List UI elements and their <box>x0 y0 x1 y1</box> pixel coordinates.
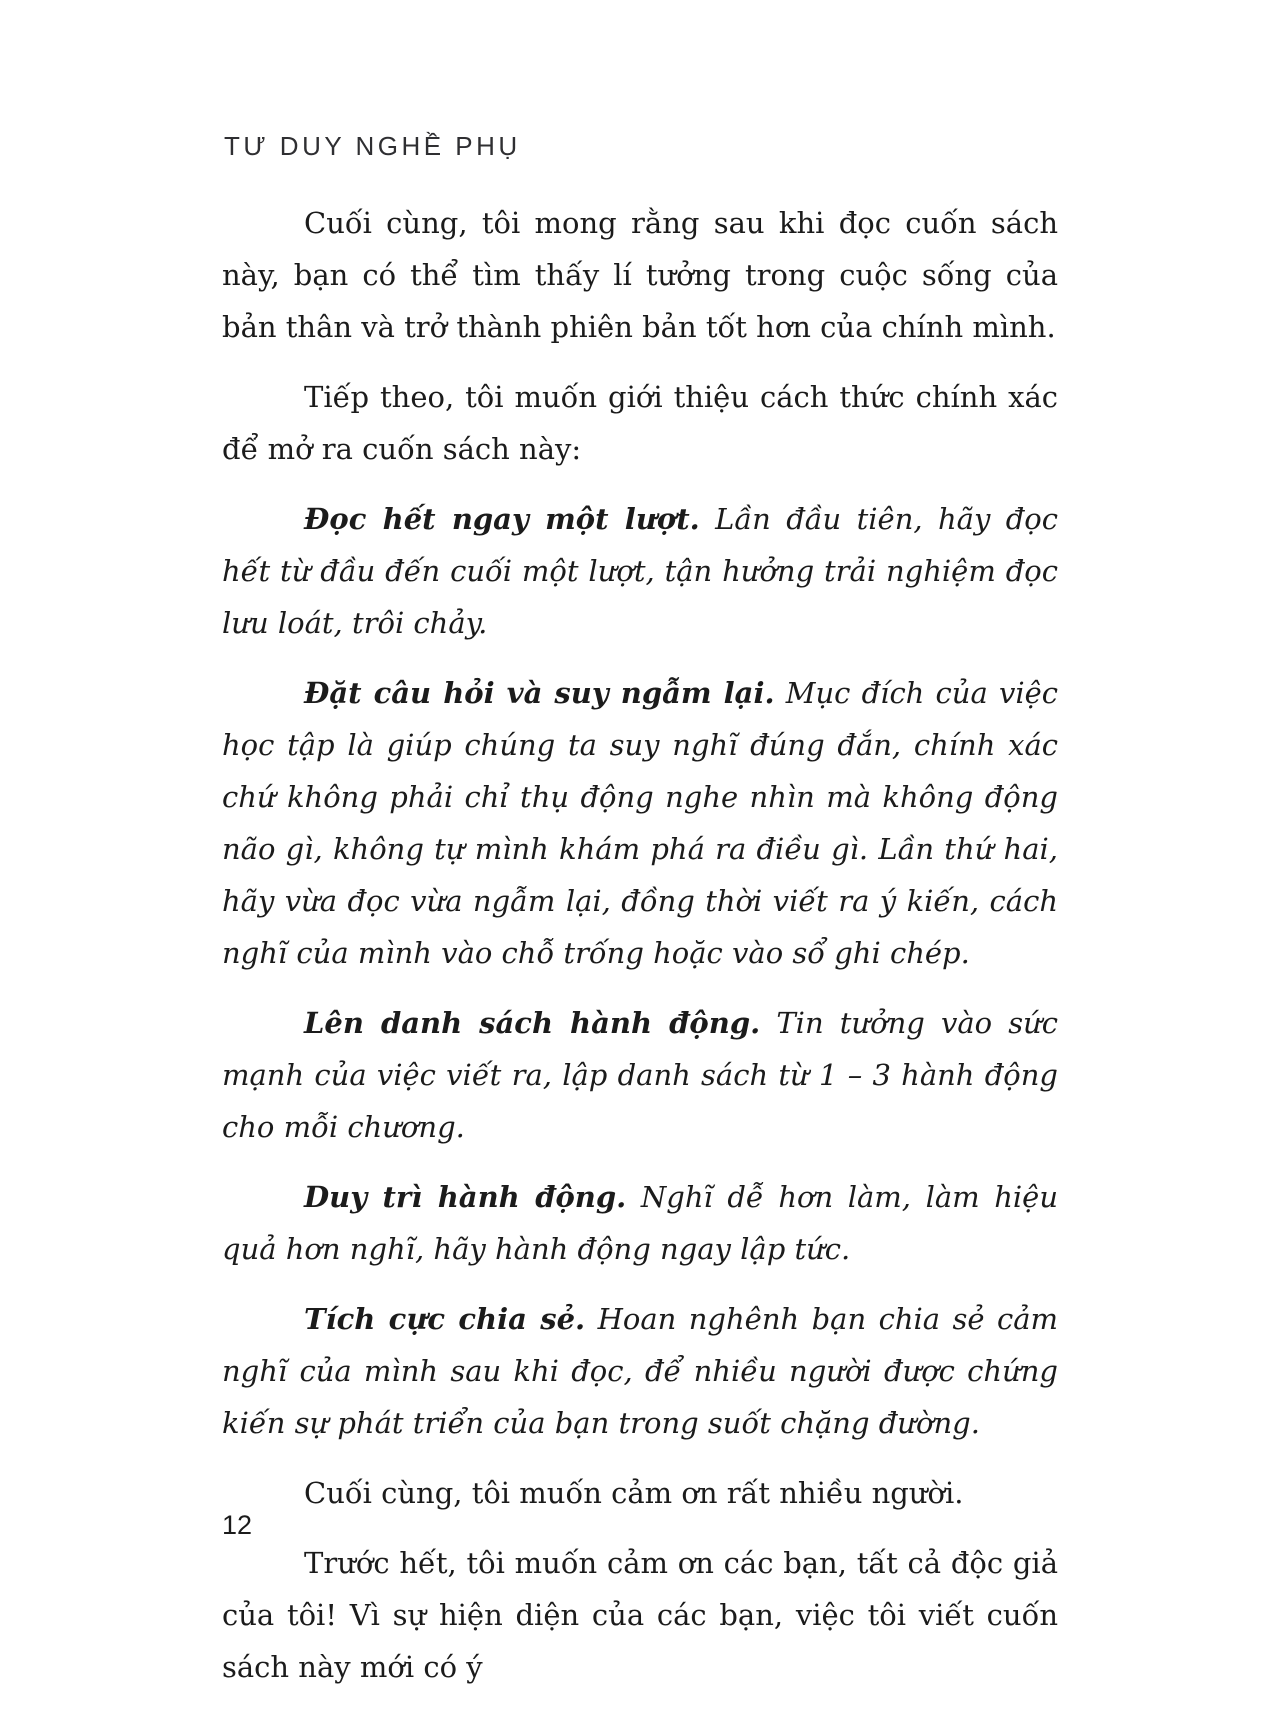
paragraph-text: Hoan nghênh bạn chia sẻ cảm nghĩ của mình sau khi đọc, để nhiều người được chứng kiến sự phát triển của bạn trong suốt chặng đường. <box>222 1302 1059 1440</box>
body-paragraph <box>222 493 1058 649</box>
body-paragraph <box>222 997 1058 1153</box>
body-paragraph <box>222 667 1058 979</box>
body-paragraph <box>222 371 1058 475</box>
paragraph-text: Trước hết, tôi muốn cảm ơn các bạn, tất cả độc giả của tôi! Vì sự hiện diện của các bạn, việc tôi viết cuốn sách này mới có ý <box>222 1546 1058 1684</box>
paragraph-lead: Tích cực chia sẻ. <box>304 1302 586 1336</box>
paragraph-text: Cuối cùng, tôi muốn cảm ơn rất nhiều người. <box>304 1476 964 1510</box>
paragraph-lead: Lên danh sách hành động. <box>304 1006 761 1040</box>
body-paragraph <box>222 1537 1058 1693</box>
paragraph-text: Lần đầu tiên, hãy đọc hết từ đầu đến cuối một lượt, tận hưởng trải nghiệm đọc lưu loát, trôi chảy. <box>222 502 1058 640</box>
body-paragraph <box>222 197 1058 353</box>
body-paragraph <box>222 1171 1058 1275</box>
paragraph-text: Tiếp theo, tôi muốn giới thiệu cách thức chính xác để mở ra cuốn sách này: <box>222 380 1058 466</box>
paragraph-text: Nghĩ dễ hơn làm, làm hiệu quả hơn nghĩ, hãy hành động ngay lập tức. <box>222 1180 1059 1266</box>
paragraph-text: Mục đích của việc học tập là giúp chúng ta suy nghĩ đúng đắn, chính xác chứ không phải chỉ thụ động nghe nhìn mà không động não gì, không tự mình khám phá ra điều gì. Lần thứ hai, hãy vừa đọc vừa ngẫm lại, đồng thời viết ra ý kiến, cách nghĩ của mình vào chỗ trống hoặc vào sổ ghi chép. <box>222 676 1059 970</box>
page-body <box>222 197 1058 1711</box>
running-header: TƯ DUY NGHỀ PHỤ <box>224 131 521 161</box>
paragraph-text: Cuối cùng, tôi mong rằng sau khi đọc cuốn sách này, bạn có thể tìm thấy lí tưởng trong cuộc sống của bản thân và trở thành phiên bản tốt hơn của chính mình. <box>222 206 1058 344</box>
paragraph-lead: Đọc hết ngay một lượt. <box>304 502 700 536</box>
body-paragraph <box>222 1293 1058 1449</box>
page-number: 12 <box>222 1510 253 1540</box>
paragraph-lead: Duy trì hành động. <box>304 1180 627 1214</box>
paragraph-text: Tin tưởng vào sức mạnh của việc viết ra, lập danh sách từ 1 – 3 hành động cho mỗi chương. <box>222 1006 1059 1144</box>
body-paragraph <box>222 1467 1058 1519</box>
paragraph-lead: Đặt câu hỏi và suy ngẫm lại. <box>304 676 775 710</box>
